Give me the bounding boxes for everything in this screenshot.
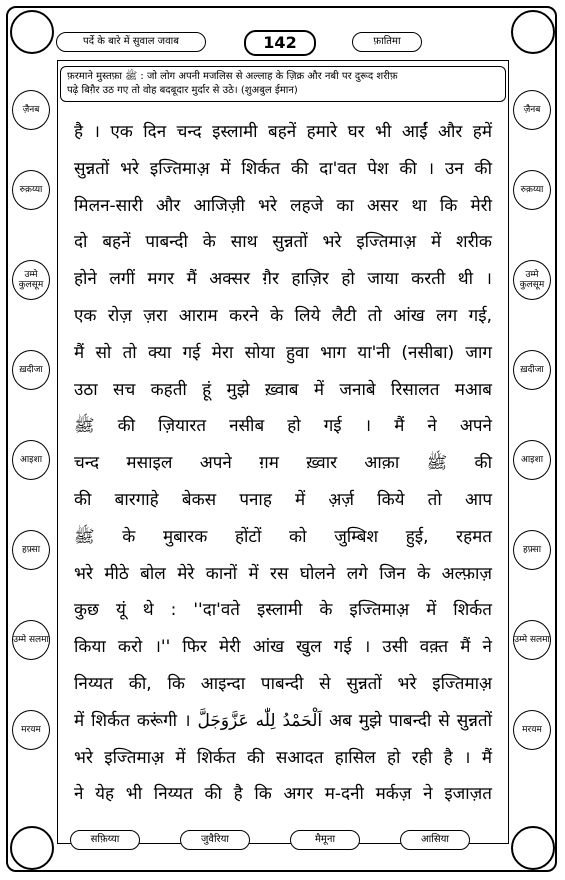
side-ornament: उम्मे कुलसूम (513, 260, 551, 300)
body-line: ﷺ के मुबारक होंटों को जुम्बिश हुई, रहमत (74, 526, 492, 547)
body-line: निय्यत की, कि आइन्दा पाबन्दी से सुन्नतों भरे इज्तिमाअ़ (74, 673, 492, 694)
body-line: मैं सो तो क्या गई मेरा सोया हुवा भाग या'नी (नसीबा) जाग (74, 342, 492, 363)
side-ornament: मरयम (12, 710, 50, 750)
side-ornament: ख़दीजा (513, 350, 551, 390)
corner-ornament-top-right (511, 10, 555, 54)
body-line: उठा सच कहती हूं मुझे ख़्वाब में जनाबे रिसालत मआब (74, 379, 492, 400)
footer-item: मैमूना (290, 830, 360, 850)
header-right-label: फ़ातिमा (352, 32, 422, 52)
body-line: किया करो ।'' फिर मेरी आंख खुल गई । उसी वक़्त मैं ने (74, 637, 492, 658)
corner-ornament-bottom-left (10, 826, 54, 870)
footer-item: आसिया (400, 830, 470, 850)
body-line: ﷺ की ज़ियारत नसीब हो गई । मैं ने अपने (74, 416, 492, 437)
footer-item: सफ़िय्या (70, 830, 140, 850)
motto-line-2: पढ़े बिग़ैर उठ गए तो वोह बदबूदार मुर्दार से उठे। (शुअबुल ईमान) (67, 85, 298, 96)
book-title: पर्दे के बारे में सुवाल जवाब (56, 32, 206, 52)
body-line: में शिर्कत करूंगी । اَلْحَمْدُ لِلّٰه عَزَّوَجَلَّ अब मुझे पाबन्दी से सुन्नतों (74, 710, 492, 731)
side-ornament: उम्मे सलमा (12, 620, 50, 660)
side-ornament: उम्मे कुलसूम (12, 260, 50, 300)
side-ornament: मरयम (513, 710, 551, 750)
footer-item: जुवैरिया (180, 830, 250, 850)
corner-ornament-bottom-right (511, 826, 555, 870)
side-ornament: उम्मे सलमा (513, 620, 551, 660)
corner-ornament-top-left (10, 10, 54, 54)
body-line: की बारगाहे बेकस पनाह में अ़र्ज़ किये तो आप (74, 489, 492, 510)
motto-line-1: फ़रमाने मुस्तफ़ा ﷺ : जो लोग अपनी मजलिस से अल्लाह के ज़िक्र और नबी पर दुरूद शरीफ़ (67, 71, 398, 82)
body-line: चन्द मसाइल अपने ग़म ख़्वार आक़ा ﷺ की (74, 453, 492, 474)
motto-box (60, 66, 506, 102)
body-line: है । एक दिन चन्द इस्लामी बहनें हमारे घर भी आईं और हमें (74, 122, 492, 142)
side-ornament: हफ़्सा (12, 530, 50, 570)
body-line: भरे इज्तिमाअ़ में शिर्कत की सआदत हासिल हो रही है । मैं (74, 747, 492, 768)
body-line: मिलन-सारी और आजिज़ी भरे लहजे का असर था कि मेरी (74, 195, 492, 216)
body-line: ने येह भी निय्यत की है कि अगर म-दनी मर्कज़ ने इजाज़त (74, 784, 492, 805)
side-ornament: ज़ैनब (513, 90, 551, 130)
side-ornament: आइशा (513, 440, 551, 480)
side-ornament: ख़दीजा (12, 350, 50, 390)
page-number: 142 (244, 30, 316, 56)
side-ornament: हफ़्सा (513, 530, 551, 570)
body-text (74, 114, 492, 813)
body-line: सुन्नतों भरे इज्तिमाअ़ में शिर्कत की दा'वत पेश की । उन की (74, 158, 492, 179)
side-ornament: आइशा (12, 440, 50, 480)
side-ornament: रुक़य्या (12, 170, 50, 210)
body-line: भरे मीठे बोल मेरे कानों में रस घोलने लगे जिन के अल्फ़ाज़ (74, 563, 492, 584)
body-line: दो बहनें पाबन्दी के साथ सुन्नतों भरे इज्तिमाअ़ में शरीक (74, 232, 492, 253)
body-line: होने लगीं मगर मैं अक्सर ग़ैर हाज़िर हो जाया करती थी । (74, 269, 492, 290)
body-line: एक रोज़ ज़रा आराम करने के लिये लैटी तो आंख लग गई, (74, 305, 492, 326)
side-ornament: रुक़य्या (513, 170, 551, 210)
side-ornament: ज़ैनब (12, 90, 50, 130)
body-line: कुछ यूं थे : ''दा'वते इस्लामी के इज्तिमाअ़ में शिर्कत (74, 600, 492, 621)
